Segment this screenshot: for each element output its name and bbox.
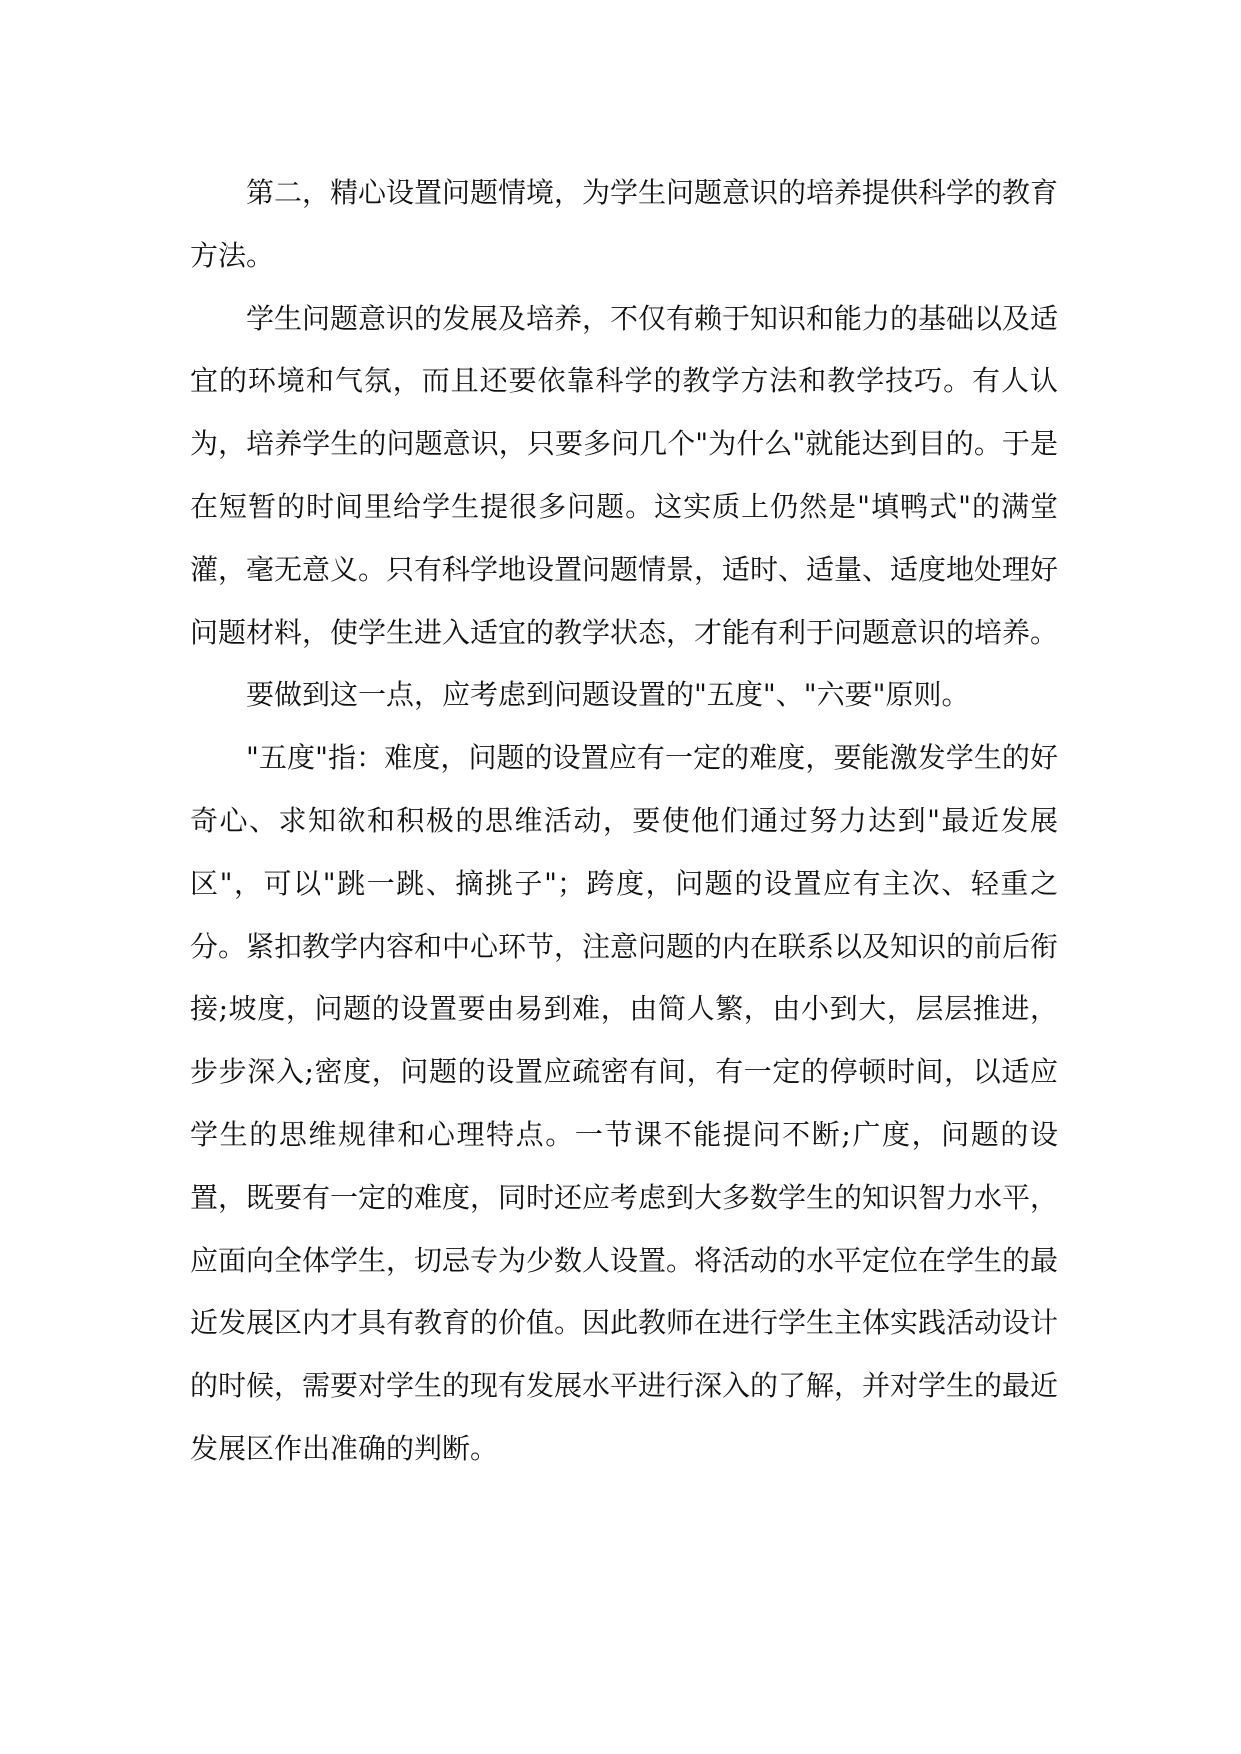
paragraph-4: "五度"指：难度，问题的设置应有一定的难度，要能激发学生的好奇心、求知欲和积极的思维活动，要使他们通过努力达到"最近发展区"，可以"跳一跳、摘挑子"；跨度，问题的设置应有主次、轻重之分。紧扣教学内容和中心环节，注意问题的内在联系以及知识的前后衔接;坡度，问题的设置要由易到难，由简人繁，由小到大，层层推进，步步深入;密度，问题的设置应疏密有间，有一定的停顿时间，以适应学生的思维规律和心理特点。一节课不能提问不断;广度，问题的设置，既要有一定的难度，同时还应考虑到大多数学生的知识智力水平，应面向全体学生，切忌专为少数人设置。将活动的水平定位在学生的最近发展区内才具有教育的价值。因此教师在进行学生主体实践活动设计的时候，需要对学生的现有发展水平进行深入的了解，并对学生的最近发展区作出准确的判断。 [190, 741, 1059, 1465]
body-text [190, 162, 1058, 1481]
paragraph-1: 第二，精心设置问题情境，为学生问题意识的培养提供科学的教育方法。 [190, 176, 1059, 272]
paragraph-3: 要做到这一点，应考虑到问题设置的"五度"、"六要"原则。 [246, 678, 970, 712]
paragraph-2: 学生问题意识的发展及培养，不仅有赖于知识和能力的基础以及适宜的环境和气氛，而且还要依靠科学的教学方法和教学技巧。有人认为，培养学生的问题意识，只要多问几个"为什么"就能达到目的。于是在短暂的时间里给学生提很多问题。这实质上仍然是"填鸭式"的满堂灌，毫无意义。只有科学地设置问题情景，适时、适量、适度地处理好问题材料，使学生进入适宜的教学状态，才能有利于问题意识的培养。 [190, 301, 1059, 649]
